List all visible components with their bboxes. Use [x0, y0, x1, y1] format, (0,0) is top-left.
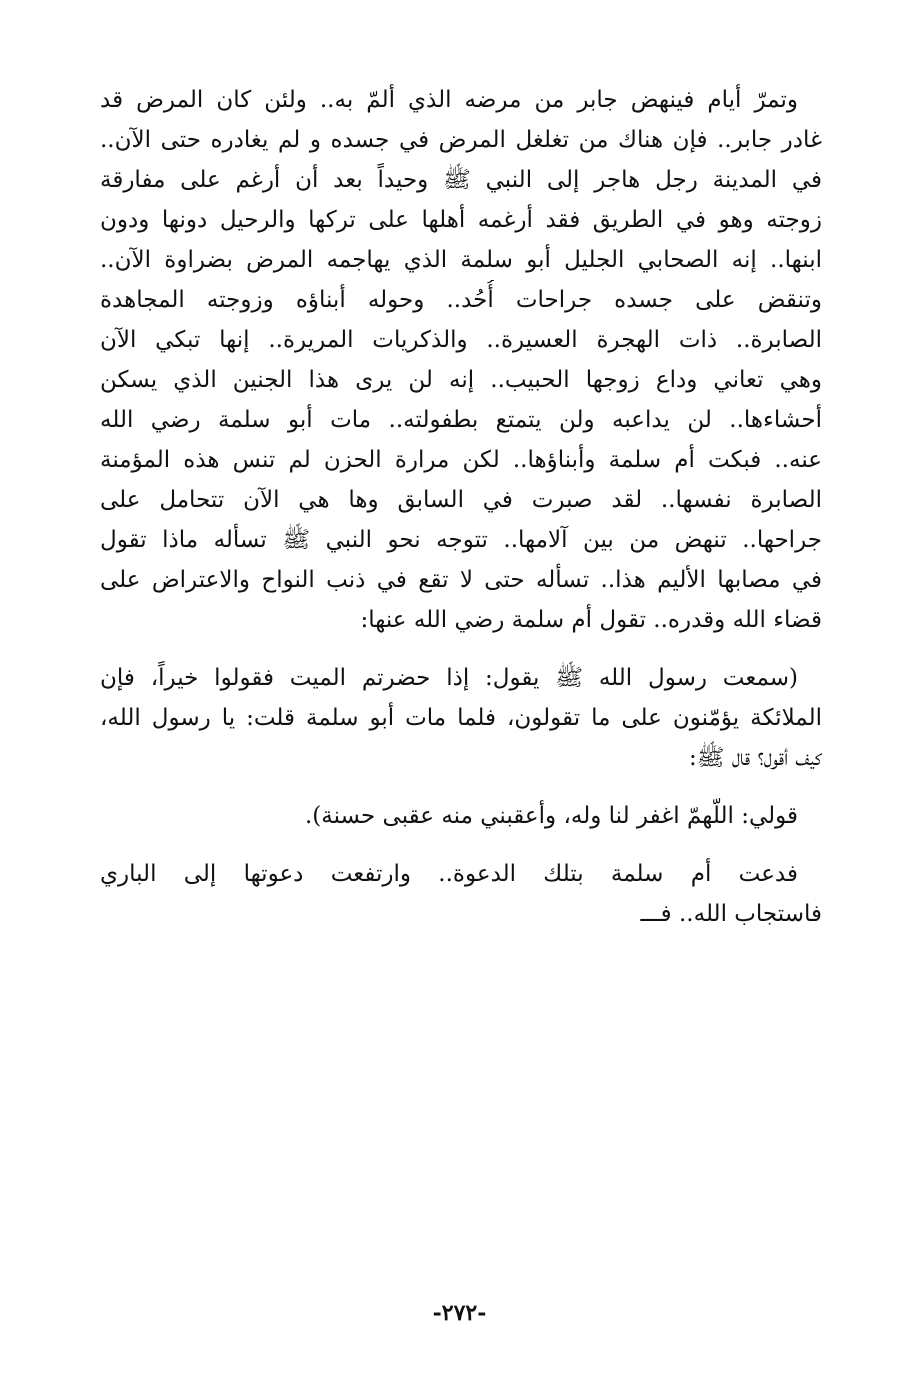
text-line: في المدينة رجل هاجر إلى النبي ﷺ وحيداً بعد أن أرغم على مفارقة: [100, 167, 822, 193]
text-line: قضاء الله وقدره.. تقول أم سلمة رضي الله عنها:: [360, 607, 822, 633]
text-line: الصابرة نفسها.. لقد صبرت في السابق وها هي الآن تتحامل على: [100, 487, 822, 513]
page-body: [100, 80, 822, 934]
page-number: -٢٧٢-: [432, 1300, 487, 1326]
text-line: في مصابها الأليم هذا.. تسأله حتى لا تقع في ذنب النواح والاعتراض على: [100, 567, 822, 593]
text-line: ابنها.. إنه الصحابي الجليل أبو سلمة الذي يهاجمه المرض بضراوة الآن..: [100, 247, 822, 273]
text-line: عنه.. فبكت أم سلمة وأبناؤها.. لكن مرارة الحزن لم تنس هذه المؤمنة: [100, 447, 822, 473]
text-line: قولي: اللّهمّ اغفر لنا وله، وأعقبني منه عقبى حسنة).: [304, 803, 798, 829]
text-line: فدعت أم سلمة بتلك الدعوة.. وارتفعت دعوتها إلى الباري: [100, 861, 798, 887]
text-line: فاستجاب الله.. فـــ: [640, 901, 822, 927]
text-line: (سمعت رسول الله ﷺ يقول: إذا حضرتم الميت فقولوا خيراً، فإن: [100, 665, 798, 691]
paragraph-supplication: [100, 796, 822, 836]
text-line: كيف أقول؟ قال ﷺ:: [688, 745, 822, 771]
text-line: وتمرّ أيام فينهض جابر من مرضه الذي ألمّ به.. ولئن كان المرض قد: [100, 87, 798, 113]
text-line: جراحها.. تنهض من بين آلامها.. تتوجه نحو النبي ﷺ تسأله ماذا تقول: [100, 527, 822, 553]
paragraph-conclusion: [100, 854, 822, 934]
text-line: وتنقض على جسده جراحات أُحُد.. وحوله أبناؤه وزوجته المجاهدة: [100, 287, 822, 313]
text-line: غادر جابر.. فإن هناك من تغلغل المرض في جسده و لم يغادره حتى الآن..: [100, 127, 822, 153]
text-line: زوجته وهو في الطريق فقد أرغمه أهلها على تركها والرحيل دونها ودون: [100, 207, 822, 233]
text-line: أحشاءها.. لن يداعبه ولن يتمتع بطفولته.. مات أبو سلمة رضي الله: [100, 407, 822, 433]
text-line: الملائكة يؤمّنون على ما تقولون، فلما مات أبو سلمة قلت: يا رسول الله،: [100, 705, 822, 731]
text-line: الصابرة.. ذات الهجرة العسيرة.. والذكريات المريرة.. إنها تبكي الآن: [100, 327, 822, 353]
paragraph-narrative: [100, 80, 822, 640]
paragraph-hadith-quote: [100, 658, 822, 778]
text-line: وهي تعاني وداع زوجها الحبيب.. إنه لن يرى هذا الجنين الذي يسكن: [100, 367, 822, 393]
